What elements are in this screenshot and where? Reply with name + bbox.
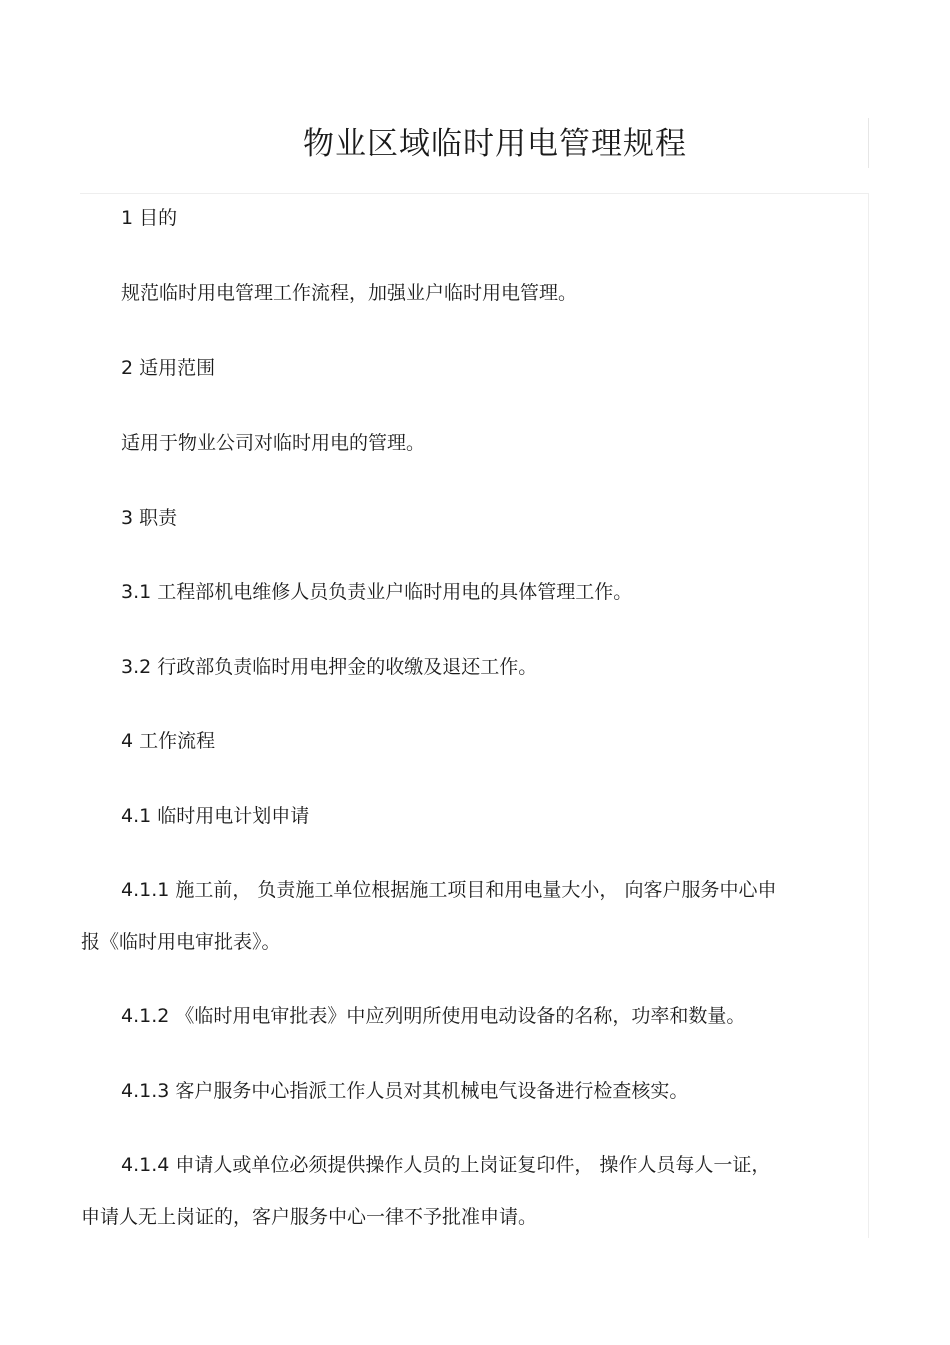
paragraph-scope: 适用于物业公司对临时用电的管理。	[121, 432, 426, 454]
paragraph-4-1-2: 4.1.2 《临时用电审批表》中应列明所使用电动设备的名称，功率和数量。	[121, 1005, 746, 1027]
paragraph-4-1-4: 4.1.4 申请人或单位必须提供操作人员的上岗证复印件， 操作人员每人一证，	[121, 1154, 771, 1176]
subheading-4-1: 4.1 临时用电计划申请	[121, 805, 310, 827]
paragraph-4-1-1: 4.1.1 施工前， 负责施工单位根据施工项目和用电量大小， 向客户服务中心申	[121, 879, 777, 901]
section-heading-workflow: 4 工作流程	[121, 730, 216, 752]
section-heading-responsibilities: 3 职责	[121, 507, 178, 529]
paragraph-4-1-1-continued: 报《临时用电审批表》。	[81, 931, 281, 953]
section-heading-scope: 2 适用范围	[121, 357, 216, 379]
title-right-rule	[868, 118, 869, 168]
paragraph-purpose: 规范临时用电管理工作流程，加强业户临时用电管理。	[121, 282, 578, 304]
paragraph-4-1-3: 4.1.3 客户服务中心指派工作人员对其机械电气设备进行检查核实。	[121, 1080, 689, 1102]
header-divider	[80, 193, 869, 194]
paragraph-4-1-4-continued: 申请人无上岗证的，客户服务中心一律不予批准申请。	[81, 1206, 538, 1228]
right-margin-rule	[868, 193, 869, 1238]
paragraph-3-2: 3.2 行政部负责临时用电押金的收缴及退还工作。	[121, 656, 538, 678]
section-heading-purpose: 1 目的	[121, 207, 178, 229]
page-title: 物业区域临时用电管理规程	[303, 126, 687, 162]
paragraph-3-1: 3.1 工程部机电维修人员负责业户临时用电的具体管理工作。	[121, 581, 633, 603]
